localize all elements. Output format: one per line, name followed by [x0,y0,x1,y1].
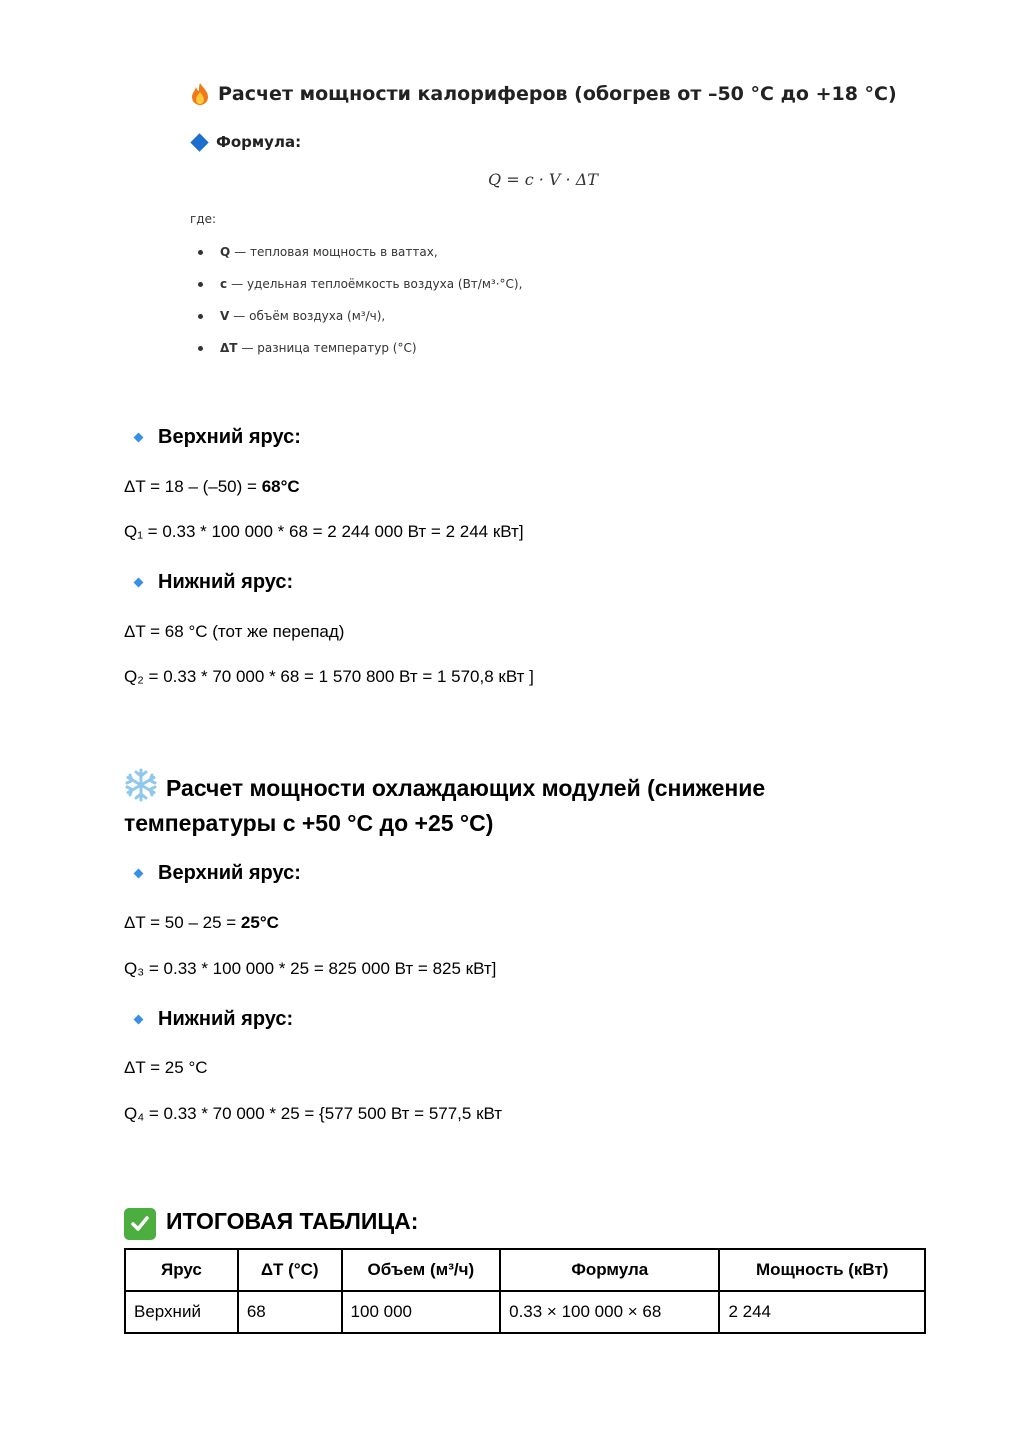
table-cell: 0.33 × 100 000 × 68 [500,1291,719,1333]
column-header: ΔT (°C) [238,1249,342,1291]
column-header: Объем (м³/ч) [342,1249,501,1291]
heating-upper-heading: Верхний ярус: [124,426,301,449]
table-cell: 68 [238,1291,342,1333]
cooling-calc-title: Расчет мощности охлаждающих модулей (снижение температуры с +50 °C до +25 °C) [124,768,824,841]
cooling-upper-heading: Верхний ярус: [124,862,301,885]
heating-lower-heading: Нижний ярус: [124,571,293,594]
heating-calc-title: Расчет мощности калориферов (обогрев от –50 °C до +18 °C) [190,82,897,106]
table-row [125,1291,925,1333]
blue-diamond-icon [190,133,208,151]
bullet-icon [198,346,203,351]
heating-lower-dt: ΔT = 68 °C (тот же перепад) [124,622,345,641]
small-blue-diamond-icon [134,869,144,879]
list-item: ΔT — разница температур (°C) [190,332,522,364]
check-mark-icon [124,1208,156,1240]
check-glyph-icon [129,1213,151,1235]
fire-icon [190,82,210,106]
list-item: Q — тепловая мощность в ваттах, [190,236,522,268]
snowflake-icon [124,768,158,802]
cooling-lower-dt: ΔT = 25 °C [124,1058,208,1077]
summary-title: ИТОГОВАЯ ТАБЛИЦА: [124,1204,418,1240]
formula: Q = c · V · ΔT [488,170,598,189]
cooling-lower-heading: Нижний ярус: [124,1008,293,1031]
list-item: c — удельная теплоёмкость воздуха (Вт/м³·°C), [190,268,522,300]
heating-lower-q: Q₂ = 0.33 * 70 000 * 68 = 1 570 800 Вт = 1 570,8 кВт ] [124,667,534,686]
table-header-row [125,1249,925,1291]
list-item: V — объём воздуха (м³/ч), [190,300,522,332]
bullet-icon [198,282,203,287]
bullet-icon [198,314,203,319]
bullet-icon [198,250,203,255]
cooling-upper-q: Q₃ = 0.33 * 100 000 * 25 = 825 000 Вт = 825 кВт] [124,959,497,978]
column-header: Ярус [125,1249,238,1291]
small-blue-diamond-icon [134,433,144,443]
table-cell: Верхний [125,1291,238,1333]
column-header: Мощность (кВт) [719,1249,925,1291]
small-blue-diamond-icon [134,1015,144,1025]
where-label: где: [190,212,217,226]
small-blue-diamond-icon [134,578,144,588]
summary-table [124,1248,926,1334]
cooling-upper-dt: ΔT = 50 – 25 = 25°C [124,913,279,932]
heating-upper-dt: ΔT = 18 – (–50) = 68°C [124,477,300,496]
variables-list [190,236,522,364]
heating-upper-q: Q₁ = 0.33 * 100 000 * 68 = 2 244 000 Вт = 2 244 кВт] [124,522,524,541]
formula-label: Формула: [190,133,301,151]
embedded-screenshot [190,78,897,378]
table-cell: 100 000 [342,1291,501,1333]
table-cell: 2 244 [719,1291,925,1333]
column-header: Формула [500,1249,719,1291]
cooling-lower-q: Q₄ = 0.33 * 70 000 * 25 = {577 500 Вт = 577,5 кВт [124,1104,503,1123]
